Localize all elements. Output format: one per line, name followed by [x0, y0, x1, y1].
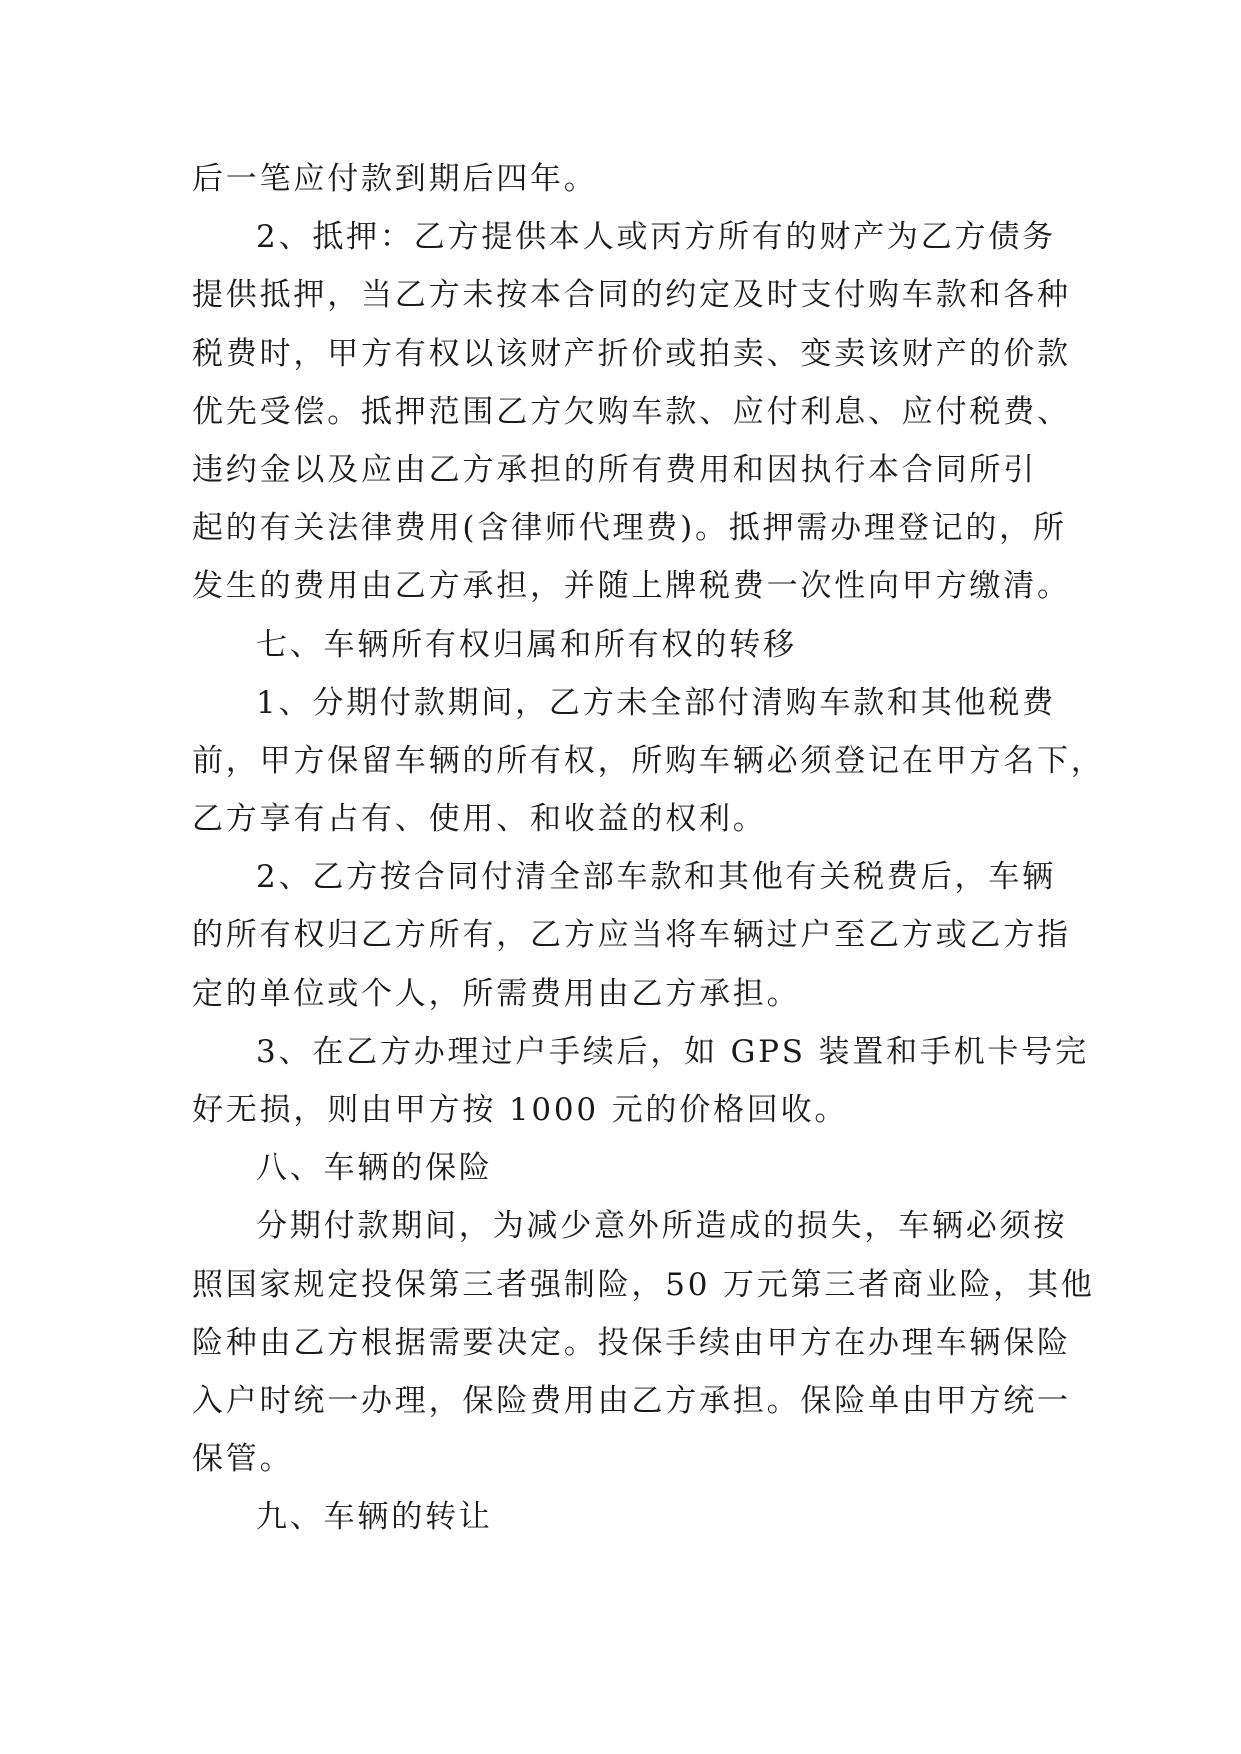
text-line: 发生的费用由乙方承担，并随上牌税费一次性向甲方缴清。 — [192, 568, 1071, 605]
text-line: 2、乙方按合同付清全部车款和其他有关税费后，车辆 — [256, 859, 1056, 896]
text-line: 照国家规定投保第三者强制险，50 万元第三者商业险，其他 — [192, 1266, 1095, 1303]
text-line: 的所有权归乙方所有，乙方应当将车辆过户至乙方或乙方指 — [192, 917, 1071, 954]
text-line: 好无损，则由甲方按 1000 元的价格回收。 — [192, 1092, 849, 1128]
text-line: 1、分期付款期间，乙方未全部付清购车款和其他税费 — [256, 684, 1056, 721]
text-line: 乙方享有占有、使用、和收益的权利。 — [192, 801, 767, 838]
text-line: 入户时统一办理，保险费用由乙方承担。保险单由甲方统一 — [192, 1382, 1071, 1419]
text-line: 提供抵押，当乙方未按本合同的约定及时支付购车款和各种 — [192, 277, 1071, 314]
text-line: 2、抵押：乙方提供本人或丙方所有的财产为乙方债务 — [256, 219, 1056, 256]
section-heading: 八、车辆的保险 — [256, 1150, 493, 1187]
text-line: 保管。 — [192, 1441, 294, 1478]
text-line: 险种由乙方根据需要决定。投保手续由甲方在办理车辆保险 — [192, 1324, 1071, 1361]
text-line: 优先受偿。抵押范围乙方欠购车款、应付利息、应付税费、 — [192, 393, 1071, 430]
document-body — [192, 150, 1105, 1547]
text-line: 起的有关法律费用(含律师代理费)。抵押需办理登记的，所 — [192, 510, 1067, 547]
section-heading: 九、车辆的转让 — [256, 1499, 493, 1536]
text-line: 税费时，甲方有权以该财产折价或拍卖、变卖该财产的价款 — [192, 335, 1071, 372]
text-line: 前，甲方保留车辆的所有权，所购车辆必须登记在甲方名下， — [192, 742, 1105, 779]
section-heading: 七、车辆所有权归属和所有权的转移 — [256, 626, 797, 663]
text-line: 定的单位或个人，所需费用由乙方承担。 — [192, 975, 801, 1012]
text-line: 3、在乙方办理过户手续后，如 GPS 装置和手机卡号完 — [256, 1033, 1089, 1070]
text-line: 违约金以及应由乙方承担的所有费用和因执行本合同所引 — [192, 451, 1037, 488]
text-line: 分期付款期间，为减少意外所造成的损失，车辆必须按 — [256, 1208, 1068, 1245]
text-line: 后一笔应付款到期后四年。 — [192, 161, 598, 197]
